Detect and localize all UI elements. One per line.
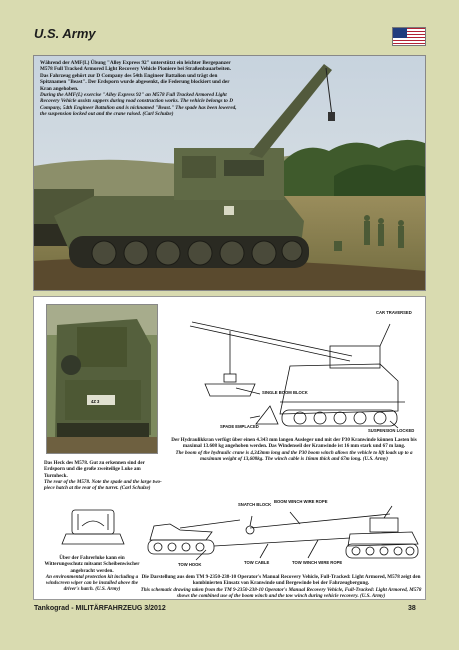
- recovery-tow-caption: [140, 574, 422, 599]
- vehicle-plate: 4Z 3: [91, 399, 100, 404]
- label-car-traversed: CAR TRAVERSED: [376, 310, 412, 315]
- label-single-boom-block: SINGLE BOOM BLOCK: [262, 390, 308, 395]
- us-flag-icon: [392, 27, 426, 46]
- section-title: U.S. Army: [34, 26, 96, 41]
- rear-photo: [46, 304, 158, 454]
- label-suspension-locked: SUSPENSION LOCKED: [368, 428, 415, 433]
- recovery-tow-drawing: [140, 498, 422, 572]
- hatch-kit-caption: [44, 555, 140, 593]
- label-spade-emplaced: SPADE EMPLACED: [220, 424, 259, 429]
- caption-english: An environmental protection kit including a windscreen wiper can be installed above the driver's hatch. (U.S. Army): [45, 573, 139, 593]
- label-tow-winch-wire-rope: TOW WINCH WIRE ROPE: [292, 560, 343, 565]
- page-number: 38: [408, 605, 416, 612]
- caption-english: The rear of the M578. Note the spade and the large two-piece hatch at the rear of the turret. (Carl Schulze): [44, 478, 162, 492]
- crane-drawing-caption: [168, 437, 420, 462]
- label-tow-hook: TOW HOOK: [178, 562, 202, 567]
- caption-german: Der Hydraulikkran verfügt über einen 4.343 mm langen Ausleger und mit der P30 Kranwinde können Lasten bis maximal 13.608 kg angehoben werden. Das Windenseil der Kranwinde ist 16 mm stark und 67 m lang.: [171, 437, 417, 450]
- caption-german: Während der AMF(L) Übung "Alley Express 92" unterstützt ein leichter Bergepanzer M578 Full Tracked Armored Light Recovery Vehicle Pioniere bei Straßenbauarbeiten. Das Fahrzeug gehört zur D Company des 54th Engineer Battalion und trägt den Spitznamen "Beast". Der Erdsporn wurde abgesenkt, die Federung blockiert und der Kran angehoben.: [40, 60, 231, 92]
- rear-photo-caption: [44, 460, 162, 491]
- hatch-kit-drawing: [54, 504, 132, 550]
- publication-title: Tankograd - MILITÄRFAHRZEUG 3/2012: [34, 605, 166, 612]
- main-photo-caption: [40, 60, 240, 118]
- caption-german: Die Darstellung aus dem TM 9-2350-238-10 Operator's Manual Recovery Vehicle, Full-Tracked: Light Armored, M578 zeigt den kombinierten Einsatz von Kranwinde und Bergewinde bei der Fahrzeugbergung.: [141, 574, 421, 587]
- caption-english: The boom of the hydraulic crane is 4,343mm long and the P30 boom winch allows the vehicle to lift loads up to a maximum weight of 13,608kg. The winch cable is 16mm thick and 67m long. (U.S. Army): [175, 449, 413, 462]
- label-tow-cable: TOW CABLE: [244, 560, 270, 565]
- caption-english: During the AMF(L) exercise "Alley Express 92" an M578 Full Tracked Armored Light Recovery Vehicle assists sappers during road construction works. The vehicle belongs to D Company, 54th Engineer Battalion and is nicknamed "Beast." The spade has been lowered, the suspension locked out and the crane raised. (Carl Schulze): [40, 92, 237, 118]
- label-snatch-block: SNATCH BLOCK: [238, 502, 272, 507]
- caption-english: This schematic drawing taken from the TM 9-2350-238-10 Operator's Manual Recovery Vehicle, Full-Tracked: Light Armored, M578 shows the combined use of the boom winch and the tow winch during vehicle recovery. (U.S. Army): [140, 586, 422, 599]
- caption-german: Das Heck des M578. Gut zu erkennen sind der Erdsporn und die große zweiteilige Luke am Turmheck.: [44, 460, 145, 479]
- label-boom-winch-wire-rope: BOOM WINCH WIRE ROPE: [274, 499, 328, 504]
- crane-drawing: [170, 306, 420, 434]
- caption-german: Über der Fahrerluke kann ein Witterungsschutz mitsamt Scheibenwischer angebracht werden.: [44, 555, 140, 574]
